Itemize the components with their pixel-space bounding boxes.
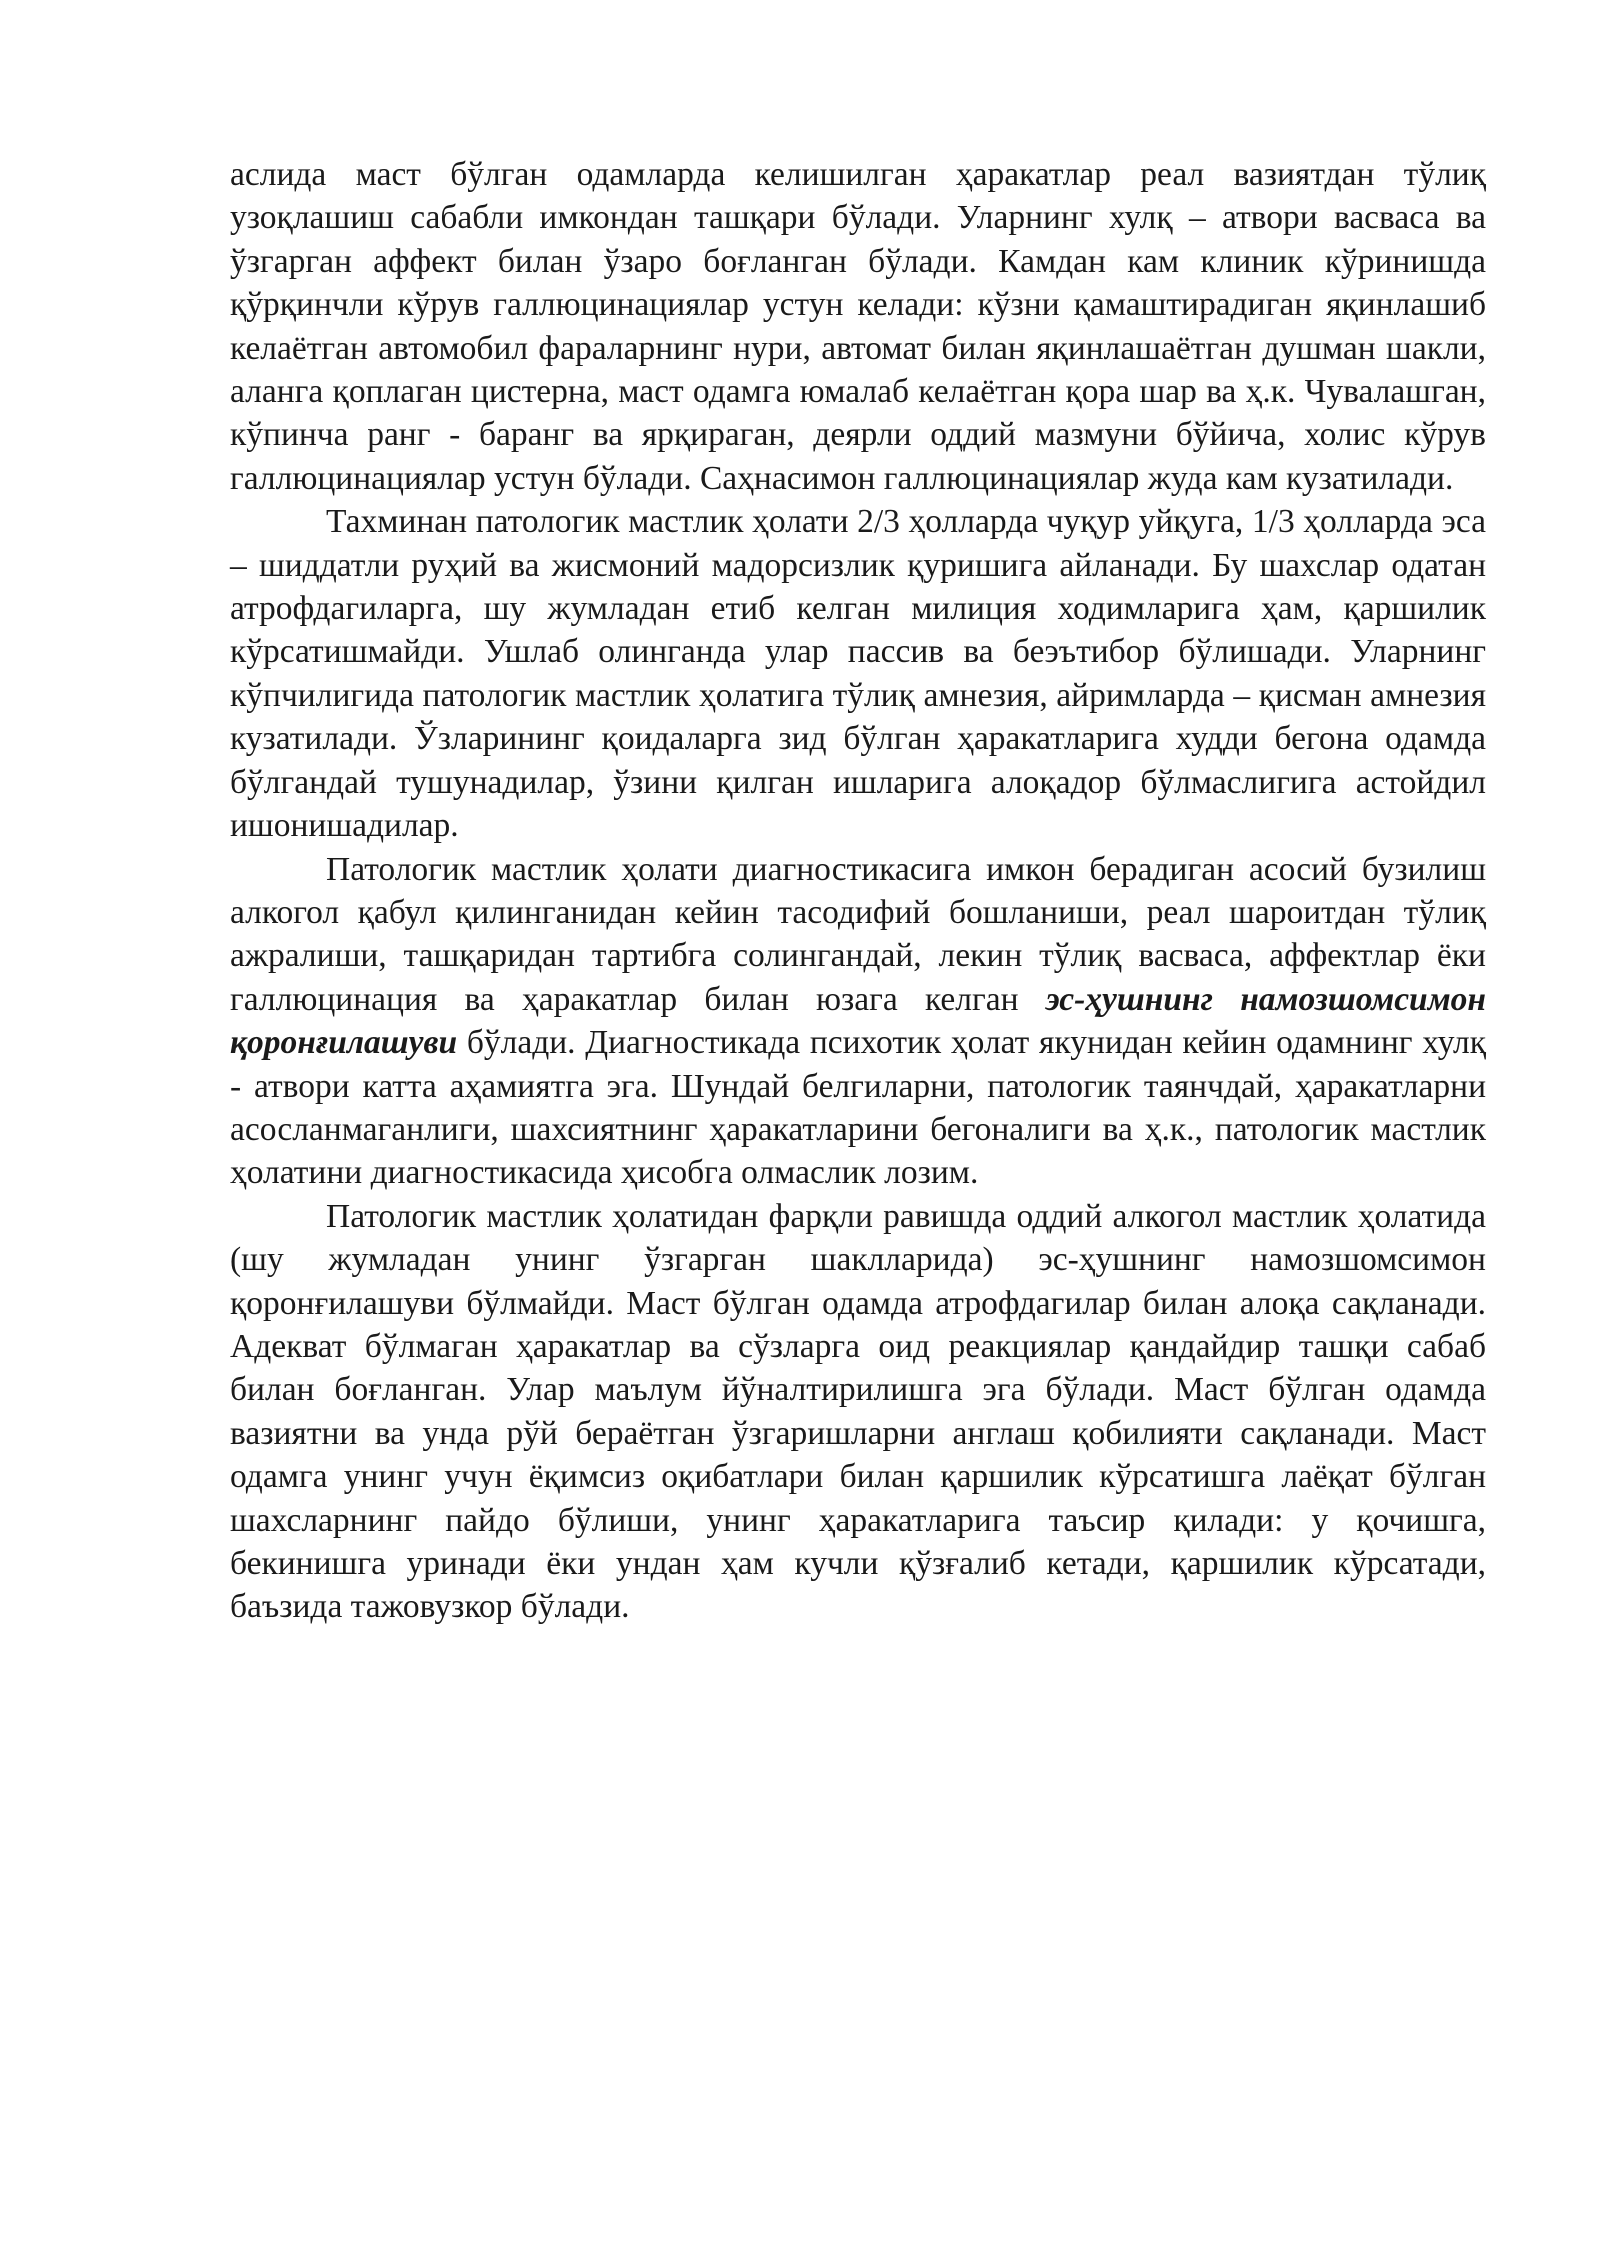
paragraph-4-text: Патологик мастлик ҳолатидан фарқли равишда оддий алкогол мастлик ҳолатида (шу жумладан унинг ўзгарган шаклларида) эс-ҳушнинг намозшомсимон қоронғилашуви бўлмайди. Маст бўлган одамда атрофдагилар билан алоқа сақланади. Адекват бўлмаган ҳаракатлар ва сўзларга оид реакциялар қандайдир ташқи сабаб билан боғланган. Улар маълум йўналтирилишга эга бўлади. Маст бўлган одамда вазиятни ва унда рўй бераётган ўзгаришларни англаш қобилияти сақланади. Маст одамга унинг учун ёқимсиз оқибатлари билан қаршилик кўрсатишга лаёқат бўлган шахсларнинг пайдо бўлиши, унинг ҳаракатларига таъсир қилади: у қочишга, бекинишга уринади ёки ундан ҳам кучли қўзғалиб кетади, қаршилик кўрсатади, баъзида тажовузкор бўлади.: [230, 1197, 1486, 1626]
paragraph-1: [230, 153, 1486, 500]
paragraph-3-text-start: Патологик мастлик ҳолати диагностикасига имкон берадиган асосий бузилиш алкогол қабул қилинганидан кейин тасодифий бошланиши, реал шароитдан тўлиқ ажралиши, ташқаридан тартибга солингандай, лекин тўлиқ васваса, аффектлар ёки галлюцинация ва ҳаракатлар билан юзага келган: [230, 850, 1486, 1018]
paragraph-3-emphasis: эс-ҳушнинг намозшомсимон қоронғилашуви: [230, 980, 1486, 1062]
paragraph-3: [230, 848, 1486, 1195]
paragraph-1-text: аслида маст бўлган одамларда келишилган ҳаракатлар реал вазиятдан тўлиқ узоқлашиш сабабли имкондан ташқари бўлади. Уларнинг хулқ – атвори васваса ва ўзгарган аффект билан ўзаро боғланган бўлади. Камдан кам клиник кўринишда қўрқинчли кўрув галлюцинациялар устун келади: кўзни қамаштирадиган яқинлашиб келаётган автомобил фараларнинг нури, автомат билан яқинлашаётган душман шакли, аланга қоплаган цистерна, маст одамга юмалаб келаётган қора шар ва ҳ.к. Чувалашган, кўпинча ранг - баранг ва ярқираган, деярли оддий мазмуни бўйича, холис кўрув галлюцинациялар устун бўлади. Саҳнасимон галлюцинациялар жуда кам кузатилади.: [230, 156, 1486, 497]
paragraph-4: [230, 1195, 1486, 1629]
document-body: [230, 153, 1486, 1629]
paragraph-2-text: Тахминан патологик мастлик ҳолати 2/3 ҳолларда чуқур уйқуга, 1/3 ҳолларда эса – шиддатли руҳий ва жисмоний мадорсизлик қуришига айланади. Бу шахслар одатан атрофдагиларга, шу жумладан етиб келган милиция ходимларига ҳам, қаршилик кўрсатишмайди. Ушлаб олинганда улар пассив ва беэътибор бўлишади. Уларнинг кўпчилигида патологик мастлик ҳолатига тўлиқ амнезия, айримларда – қисман амнезия кузатилади. Ўзларининг қоидаларга зид бўлган ҳаракатларига худди бегона одамда бўлгандай тушунадилар, ўзини қилган ишларига алоқадор бўлмаслигига астойдил ишонишадилар.: [230, 503, 1486, 845]
paragraph-2: [230, 500, 1486, 847]
paragraph-3-text-end: бўлади. Диагностикада психотик ҳолат якунидан кейин одамнинг хулқ - атвори катта аҳамиятга эга. Шундай белгиларни, патологик таянчдай, ҳаракатларни асосланмаганлиги, шахсиятнинг ҳаракатларини бегоналиги ва ҳ.к., патологик мастлик ҳолатини диагностикасида ҳисобга олмаслик лозим.: [230, 1024, 1486, 1192]
